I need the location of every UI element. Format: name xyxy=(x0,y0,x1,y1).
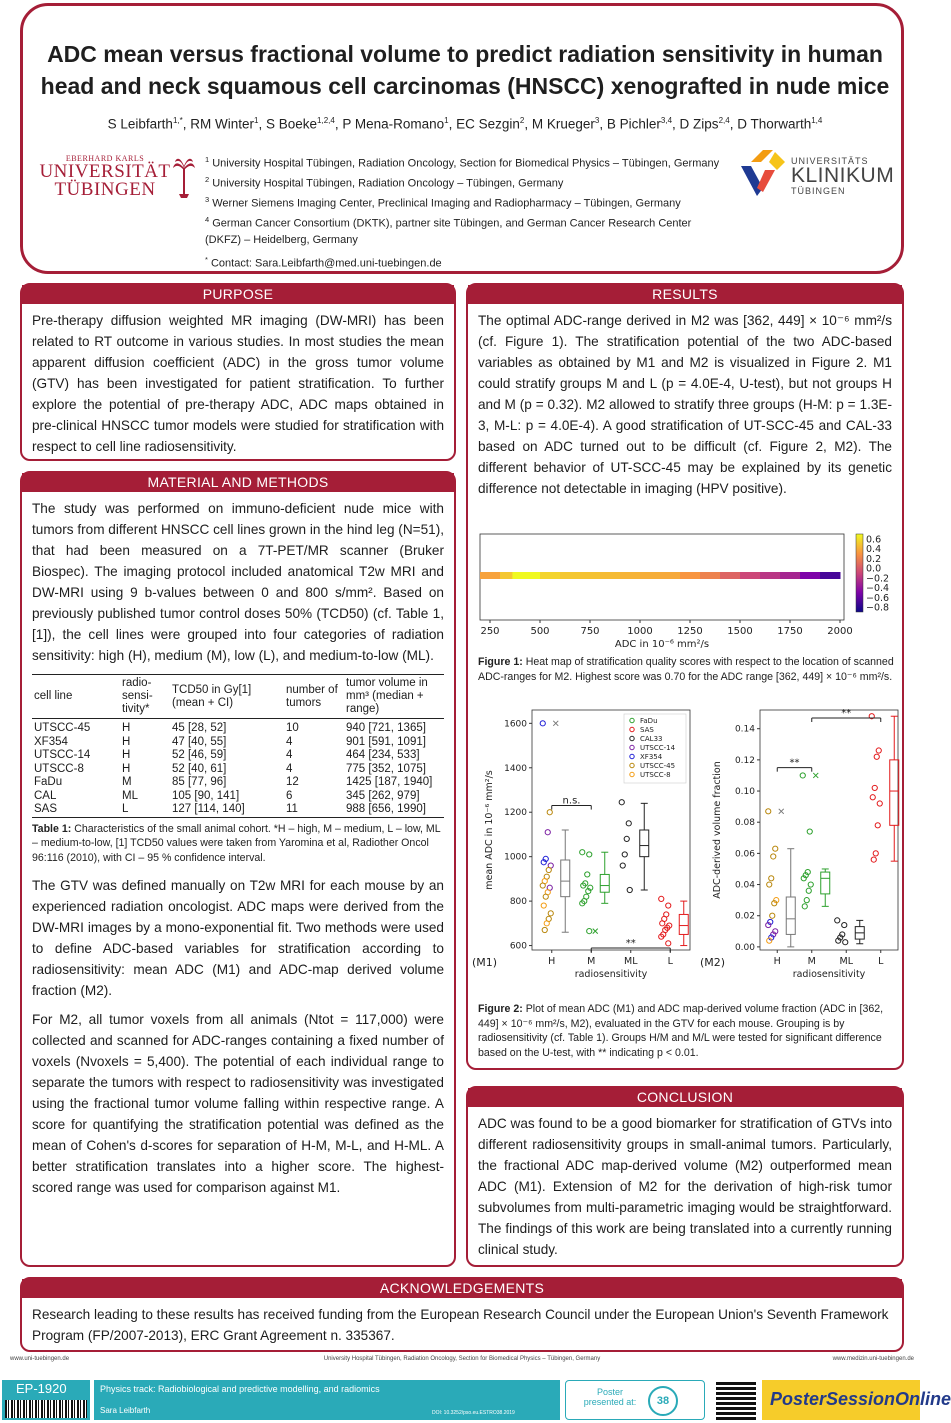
table-cell: 345 [262, 979] xyxy=(346,789,420,802)
purpose-heading: PURPOSE xyxy=(22,285,454,304)
table-cell: 52 [46, 59] xyxy=(172,749,227,761)
estro-badge-icon: 38 xyxy=(648,1386,678,1416)
table-row xyxy=(32,719,444,736)
y-tick-label: 0.00 xyxy=(734,942,755,953)
data-point xyxy=(666,903,671,908)
x-tick-label: 1500 xyxy=(727,626,753,637)
table-cell: 464 [234, 533] xyxy=(346,749,420,761)
heatmap-cell xyxy=(530,572,541,579)
y-tick-label: 1000 xyxy=(504,852,527,863)
poster-title xyxy=(23,38,907,102)
box xyxy=(640,830,649,857)
significance-label: n.s. xyxy=(562,795,581,807)
y-tick-label: 1400 xyxy=(504,763,527,774)
author-affiliation-mark: 1,4 xyxy=(811,116,823,125)
colorbar-tick-label: 0.2 xyxy=(866,553,882,565)
heatmap-cell xyxy=(680,572,701,579)
table-cell: M xyxy=(122,776,132,788)
poster-id-box xyxy=(2,1380,90,1420)
significance-label: ** xyxy=(789,757,800,769)
data-point xyxy=(802,904,807,909)
conclusion-heading: CONCLUSION xyxy=(468,1088,902,1107)
x-tick-label: H xyxy=(773,956,781,967)
poster-session-online-logo[interactable] xyxy=(762,1380,951,1420)
data-point xyxy=(542,927,547,932)
results-section xyxy=(466,283,904,1070)
table-cell: 105 [90, 141] xyxy=(172,789,240,802)
table-row xyxy=(32,776,444,790)
heatmap-cell xyxy=(480,572,501,579)
data-point xyxy=(835,918,840,923)
author-name: D Thorwarth xyxy=(737,116,812,132)
logo-left-line1: UNIVERSITÄT xyxy=(39,161,171,182)
klinikum-logo xyxy=(739,148,899,208)
data-point xyxy=(875,823,880,828)
heatmap-cell xyxy=(600,572,621,579)
significance-label: ** xyxy=(625,938,636,949)
affiliation-item xyxy=(205,212,725,248)
legend-label: XF354 xyxy=(640,753,663,761)
author-name: EC Sezgin xyxy=(456,116,520,132)
x-tick-label: 1250 xyxy=(677,626,703,637)
methods-paragraph-1: The study was performed on immuno-deficient nude mice with tumors from different HNSCC cell lines grown in the hind leg (N=51), that had been measured on a 7T-PET/MR scanner (Bruker Biospec). The imaging protocol included anatomical T2w MRI and DW-MRI using 9 b-values between 0 and 800 s/mm². Based on previously published tumor control doses 50% (TCD50) (cf. Table 1, [1]), the cell lines were grouped into four categories of radiation sensitivity: high (H), medium (M), low (L), and medium-to-low (ML). xyxy=(32,501,444,663)
university-tuebingen-logo xyxy=(35,154,175,199)
affiliation-item xyxy=(205,192,725,212)
legend-label: FaDu xyxy=(640,717,658,725)
fig1-caption-label: Figure 1: xyxy=(478,656,523,668)
x-tick-label: 2000 xyxy=(827,626,853,637)
data-point xyxy=(546,867,551,872)
table-header-cell: radio-sensi-tivity* xyxy=(120,675,170,719)
heatmap-cell xyxy=(740,572,761,579)
table-header-cell: number of tumors xyxy=(284,675,344,719)
data-point xyxy=(804,898,809,903)
author-affiliation-mark: 3,4 xyxy=(660,116,673,125)
table-header-row xyxy=(32,675,444,719)
author-list: S Leibfarth$^{1,*}$, RM Winter$^1$, S Boeke$^{1,2,4}$, P Mena-Romano$^1$, EC Sezgin$^2$, M Krueger$^3$, B Pichler$^{3,4}$, D Zips$^{2,4}$, D Thorwarth$^{1,4}$ xyxy=(107,116,823,132)
poster-header xyxy=(20,3,904,274)
table-caption xyxy=(32,822,444,866)
ack-text: Research leading to these results has received funding from the European Research Council under the European Union's Seventh Framework Program (FP/2007-2013), ERC Grant Agreement n. 335367. xyxy=(32,1307,889,1343)
affiliation-text: Werner Siemens Imaging Center, Preclinical Imaging and Radiopharmacy – Tübingen, Germany xyxy=(209,197,681,210)
colorbar-tick-label: −0.4 xyxy=(866,583,890,595)
data-point xyxy=(766,809,771,814)
table-row xyxy=(32,763,444,777)
logo-right-small2: TÜBINGEN xyxy=(791,186,846,196)
data-point xyxy=(872,785,877,790)
y-tick-label: 0.02 xyxy=(734,911,755,922)
y-tick-label: 0.04 xyxy=(734,880,755,891)
heatmap-cell xyxy=(780,572,801,579)
purpose-section xyxy=(20,283,456,461)
track-doi: DOI: 10.3252/pso.eu.ESTRO38.2019 xyxy=(432,1410,515,1416)
affiliation-number: 2 xyxy=(205,175,210,185)
table-header-cell: TCD50 in Gy[1] (mean + CI) xyxy=(170,675,284,719)
y-tick-label: 800 xyxy=(509,897,527,908)
klinikum-text xyxy=(791,156,894,196)
box xyxy=(890,760,899,825)
data-point xyxy=(544,921,549,926)
data-point xyxy=(874,754,879,759)
ack-heading: ACKNOWLEDGEMENTS xyxy=(22,1279,902,1298)
x-axis-label: ADC in 10⁻⁶ mm²/s xyxy=(614,639,710,650)
data-point xyxy=(769,876,774,881)
data-point xyxy=(587,852,592,857)
figure-1-caption xyxy=(478,655,896,684)
conclusion-section xyxy=(466,1086,904,1267)
data-point xyxy=(808,882,813,887)
table-cell: 4 xyxy=(286,749,293,761)
table-cell: 47 [40, 55] xyxy=(172,735,227,748)
data-point xyxy=(619,800,624,805)
table-cell: 940 [721, 1365] xyxy=(346,722,426,734)
x-tick-label: ML xyxy=(839,956,853,967)
author-name: S Boeke xyxy=(265,116,318,132)
data-point xyxy=(770,913,775,918)
footer-center: University Hospital Tübingen, Radiation Oncology, Section for Biomedical Physics – Tübingen, Germany xyxy=(323,1356,601,1362)
data-point xyxy=(541,903,546,908)
x-tick-label: L xyxy=(667,956,673,967)
table-cell: 10 xyxy=(286,722,299,734)
data-point xyxy=(807,829,812,834)
table-cell: UTSCC-14 xyxy=(34,749,91,761)
x-tick-label: H xyxy=(548,956,556,967)
footer-left-url[interactable]: www.uni-tuebingen.de xyxy=(10,1356,70,1362)
x-tick-label: 1750 xyxy=(777,626,803,637)
legend-label: UTSCC-8 xyxy=(640,771,671,779)
palm-seal-icon xyxy=(173,154,195,198)
heatmap-cell xyxy=(500,572,513,579)
author-affiliation-mark: 1,* xyxy=(172,116,183,125)
y-tick-label: 0.10 xyxy=(734,787,755,798)
table-cell: H xyxy=(122,735,131,748)
table-caption-text: Characteristics of the small animal cohort. *H – high, M – medium, L – low, ML – medium-to-low, [1] TCD50 values were taken from Yaromina et al, Radiother Oncol 96:116 (2010), with CI – 95 % confidence interval. xyxy=(32,822,441,864)
table-cell: SAS xyxy=(32,803,120,817)
author-affiliation-mark: 2,4 xyxy=(718,116,730,125)
results-heading: RESULTS xyxy=(468,285,902,304)
table-cell: 775 [352, 1075] xyxy=(346,762,426,775)
legend-label: UTSCC-14 xyxy=(640,744,676,752)
table-cell: ML xyxy=(122,789,138,802)
presented-at-box xyxy=(565,1380,705,1420)
heatmap-cell xyxy=(760,572,781,579)
data-point xyxy=(659,896,664,901)
figure-1-heatmap xyxy=(470,530,904,650)
data-point xyxy=(540,721,545,726)
data-point xyxy=(580,850,585,855)
author-name: S Leibfarth xyxy=(107,116,173,132)
table-cell: 127 [114, 140] xyxy=(170,803,284,817)
x-tick-label: 500 xyxy=(530,626,550,637)
y-tick-label: 1600 xyxy=(504,719,527,730)
data-point xyxy=(877,801,882,806)
author-affiliation-mark: 3 xyxy=(594,116,600,125)
data-point xyxy=(666,941,671,946)
methods-paragraph-2: The GTV was defined manually on T2w MRI for each mouse by an experienced radiation oncologist. ADC maps were derived from the DW-MRI images by a mono-exponential fit. Two methods were used to define ADC-based variables for stratification according to radiosensitivity: mean ADC (M1) and ADC-map derived volume fraction (M2). xyxy=(32,878,444,998)
table-cell: 988 [656, 1990] xyxy=(344,803,444,817)
plot-frame xyxy=(760,710,898,950)
table-row xyxy=(32,749,444,763)
affiliation-number: 4 xyxy=(205,215,210,225)
track-text: Physics track: Radiobiological and predictive modelling, and radiomics xyxy=(100,1384,380,1394)
heatmap-cell xyxy=(700,572,721,579)
table-cell: H xyxy=(122,762,131,775)
affiliation-number: 3 xyxy=(205,195,210,205)
contact-mark: * xyxy=(205,255,208,265)
y-tick-label: 1200 xyxy=(504,808,527,819)
table-cell: 4 xyxy=(286,735,293,748)
cohort-table xyxy=(32,674,444,818)
table-header-cell: cell line xyxy=(32,675,120,719)
track-author: Sara Leibfarth xyxy=(100,1406,151,1415)
data-point xyxy=(870,795,875,800)
title-line-1: ADC mean versus fractional volume to predict radiation sensitivity in human xyxy=(47,41,883,67)
heatmap-cell xyxy=(800,572,821,579)
data-point xyxy=(767,882,772,887)
colorbar-tick-label: −0.8 xyxy=(866,602,890,614)
results-text: The optimal ADC-range derived in M2 was [362, 449] × 10⁻⁶ mm²/s (cf. Figure 1). The stratification potential of the two ADC-based variables as obtained by M1 and M2 is visualized in Figure 2. M1 could stratify groups M and L (p = 4.0E-4, U-test), but not groups H and M (p = 0.32). M2 allowed to stratify three groups (H-M: p = 1.3E-3, M-L: p = 4.0E-4). A good stratification of UT-SCC-45 and CAL-33 based on ADC turned out to be difficult (cf. Figure 2, M2). The different behavior of UT-SCC-45 may be explained by its genetic difference not detectable in imaging (HPV positive). xyxy=(478,313,892,496)
heatmap-cell xyxy=(580,572,601,579)
x-tick-label: L xyxy=(878,956,884,967)
x-axis-label: radiosensitivity xyxy=(792,969,866,980)
methods-section xyxy=(20,471,456,1267)
data-point xyxy=(773,846,778,851)
legend-label: CAL33 xyxy=(640,735,663,743)
data-point xyxy=(871,857,876,862)
table-cell: 901 [591, 1091] xyxy=(346,735,426,748)
author-name: B Pichler xyxy=(606,116,661,132)
author-affiliation-mark: 1 xyxy=(254,116,259,125)
brand-text: PosterSessionOnline xyxy=(770,1389,951,1409)
data-point xyxy=(545,830,550,835)
data-point xyxy=(806,888,811,893)
contact-email[interactable]: Contact: Sara.Leibfarth@med.uni-tuebingen.de xyxy=(207,257,442,270)
bottom-bar xyxy=(0,1376,951,1423)
data-point xyxy=(587,929,592,934)
affiliation-number: 1 xyxy=(205,155,210,164)
fig2-caption-text: Plot of mean ADC (M1) and ADC map-derived volume fraction (ADC in [362, 449] × 10⁻⁶ mm²/s, M2), evaluated in the GTV for each mouse. Grouping is by radiosensitivity (cf. Table 1). Groups H/M and M/L were tested for significant difference based on the U-test, with ** indicating p < 0.01. xyxy=(478,1003,884,1059)
significance-label: ** xyxy=(841,708,852,719)
table-cell: 4 xyxy=(286,762,293,775)
colorbar-tick-label: 0.4 xyxy=(866,544,882,556)
table-row xyxy=(32,803,444,817)
x-tick-label: M xyxy=(807,956,816,967)
x-tick-label: ML xyxy=(624,956,638,967)
data-point xyxy=(771,854,776,859)
data-point xyxy=(585,872,590,877)
fig1-caption-text: Heat map of stratification quality scores with respect to the location of scanned ADC-ranges for M2. Highest score was 0.70 for the ADC range [362, 449] × 10⁻⁶ mm²/s. xyxy=(478,656,894,683)
data-point xyxy=(876,748,881,753)
box xyxy=(600,874,609,892)
table-header-cell: tumor volume in mm³ (median + range) xyxy=(344,675,444,719)
colorbar-tick-label: 0.6 xyxy=(866,534,882,546)
affiliation-item xyxy=(205,152,725,172)
box xyxy=(561,860,570,897)
data-point xyxy=(660,921,665,926)
heatmap-cell xyxy=(560,572,581,579)
x-tick-label: 1000 xyxy=(627,626,653,637)
methods-heading: MATERIAL AND METHODS xyxy=(22,473,454,492)
logo-left-line2: TÜBINGEN xyxy=(54,179,156,200)
y-tick-label: 0.14 xyxy=(734,724,755,735)
box xyxy=(679,914,688,934)
qr-code-icon[interactable] xyxy=(716,1380,756,1420)
legend-label: SAS xyxy=(640,726,654,734)
contact-line xyxy=(205,252,725,272)
logo-left-small: EBERHARD KARLS xyxy=(65,154,145,163)
table-cell: 1425 [187, 1940] xyxy=(346,776,433,788)
table-cell: 12 xyxy=(286,776,299,788)
data-point xyxy=(627,887,632,892)
author-affiliation-mark: 1 xyxy=(444,116,449,125)
table-cell: FaDu xyxy=(34,776,63,788)
author-affiliation-mark: 2 xyxy=(519,116,525,125)
track-box xyxy=(94,1380,560,1420)
data-point xyxy=(626,821,631,826)
barcode-icon xyxy=(5,1400,87,1418)
affiliation-text: University Hospital Tübingen, Radiation Oncology, Section for Biomedical Physics – Tübingen, Germany xyxy=(209,157,720,170)
x-tick-label: 250 xyxy=(480,626,500,637)
heatmap-cell xyxy=(512,572,530,579)
affiliation-item xyxy=(205,172,725,192)
y-axis-label: ADC-derived volume fraction xyxy=(712,761,723,899)
colorbar-tick-label: 0.0 xyxy=(866,563,882,575)
table-cell: 85 [77, 96] xyxy=(172,776,227,788)
klinikum-chevron-icon xyxy=(739,148,787,204)
author-name: D Zips xyxy=(679,116,719,132)
table-cell: H xyxy=(122,722,131,734)
table-cell: 45 [28, 52] xyxy=(172,722,227,734)
data-point xyxy=(843,940,848,945)
table-row xyxy=(32,790,444,804)
data-point xyxy=(842,922,847,927)
purpose-text: Pre-therapy diffusion weighted MR imaging (DW-MRI) has been related to RT outcome in various studies. In most studies the mean apparent diffusion coefficient (ADC) in the gross tumor volume (GTV) has been investigated for patient stratification. To further explore the potential of pre-therapy ADC, ADC maps obtained in pre-clinical HNSCC tumor models were studied for stratification with respect to cell line radiosensitivity. xyxy=(32,313,444,454)
fig2-caption-label: Figure 2: xyxy=(478,1003,523,1015)
colorbar-tick-label: −0.6 xyxy=(866,592,890,604)
table-cell: UTSCC-45 xyxy=(34,722,91,734)
panel-label: (M1) xyxy=(472,956,498,969)
table-cell: 52 [40, 61] xyxy=(172,762,227,775)
table-cell: 6 xyxy=(286,789,293,802)
table-cell: H xyxy=(122,749,131,761)
data-point xyxy=(543,894,548,899)
heatmap-cell xyxy=(820,572,841,579)
affiliation-text: University Hospital Tübingen, Radiation Oncology – Tübingen, Germany xyxy=(209,177,564,190)
table-cell: UTSCC-8 xyxy=(34,762,84,775)
presented-text: Poster presented at: xyxy=(583,1387,637,1407)
table-cell: CAL xyxy=(34,789,57,802)
title-line-2: head and neck squamous cell carcinomas (HNSCC) xenografted in nude mice xyxy=(40,73,890,99)
heatmap-cell xyxy=(620,572,641,579)
table-row xyxy=(32,736,444,750)
box xyxy=(821,872,830,894)
box xyxy=(786,897,795,934)
table-caption-label: Table 1: xyxy=(32,822,72,835)
colorbar-tick-label: −0.2 xyxy=(866,573,890,585)
data-point xyxy=(547,810,552,815)
y-axis-label: mean ADC in 10⁻⁶ mm²/s xyxy=(484,770,495,890)
acknowledgements-section xyxy=(20,1277,904,1352)
author-name: M Krueger xyxy=(531,116,595,132)
table-cell: L xyxy=(120,803,170,817)
logo-right-small: UNIVERSITÄTS xyxy=(791,156,869,166)
table-cell: XF354 xyxy=(34,735,68,748)
footer-right-url[interactable]: www.medizin.uni-tuebingen.de xyxy=(832,1356,914,1362)
panel-label: (M2) xyxy=(700,956,726,969)
data-point xyxy=(622,852,627,857)
data-point xyxy=(800,773,805,778)
figure-2-caption xyxy=(478,1002,896,1060)
x-tick-label: M xyxy=(587,956,596,967)
heatmap-cell xyxy=(540,572,561,579)
poster-id: EP-1920 xyxy=(16,1381,67,1396)
data-point xyxy=(548,911,553,916)
x-axis-label: radiosensitivity xyxy=(574,969,648,980)
legend-label: UTSCC-45 xyxy=(640,762,676,770)
table-cell: 11 xyxy=(284,803,344,817)
y-tick-label: 600 xyxy=(509,941,527,952)
y-tick-label: 0.12 xyxy=(734,755,755,766)
heatmap-cell xyxy=(720,572,741,579)
data-point xyxy=(873,851,878,856)
author-affiliation-mark: 1,2,4 xyxy=(317,116,335,125)
colorbar xyxy=(856,534,863,612)
affiliations xyxy=(205,152,725,272)
affiliation-text: German Cancer Consortium (DKTK), partner site Tübingen, and German Cancer Research Center (DKFZ) – Heidelberg, Germany xyxy=(205,218,692,246)
x-tick-label: 750 xyxy=(580,626,600,637)
data-point xyxy=(540,883,545,888)
figure-2-boxplots xyxy=(470,700,904,1000)
author-name: RM Winter xyxy=(190,116,254,132)
data-point xyxy=(620,863,625,868)
heatmap-cell xyxy=(660,572,681,579)
logo-right-big: KLINIKUM xyxy=(791,164,895,187)
y-tick-label: 0.08 xyxy=(734,818,755,829)
data-point xyxy=(624,836,629,841)
methods-paragraph-3: For M2, all tumor voxels from all animals (Ntot = 117,000) were collected and scanned for ADC-ranges containing a fixed number of voxels (Nvoxels = 5,400). The potential of each individual range to separate the tumors with respect to radiosensitivity was investigated using the fractional tumor volume falling within respective range. A score for quantifying the stratification potential was defined as the mean of Cohen's d-scores for separation of H-M, M-L, and H-ML. A better stratification translates into a higher score. The highest-scored range was used for comparison against M1. xyxy=(32,1012,444,1195)
conclusion-text: ADC was found to be a good biomarker for stratification of GTVs into different radiosensitivity groups in small-animal tumors. Particularly, the fractional ADC map-derived volume (M2) outperformed mean ADC (M1). Extension of M2 for the derivation of high-risk tumor subvolumes from multi-parametric imaging would be straightforward. The findings of this work are being translated into a currently running clinical study. xyxy=(478,1116,892,1257)
heatmap-cell xyxy=(640,572,661,579)
author-name: P Mena-Romano xyxy=(342,116,445,132)
y-tick-label: 0.06 xyxy=(734,849,755,860)
